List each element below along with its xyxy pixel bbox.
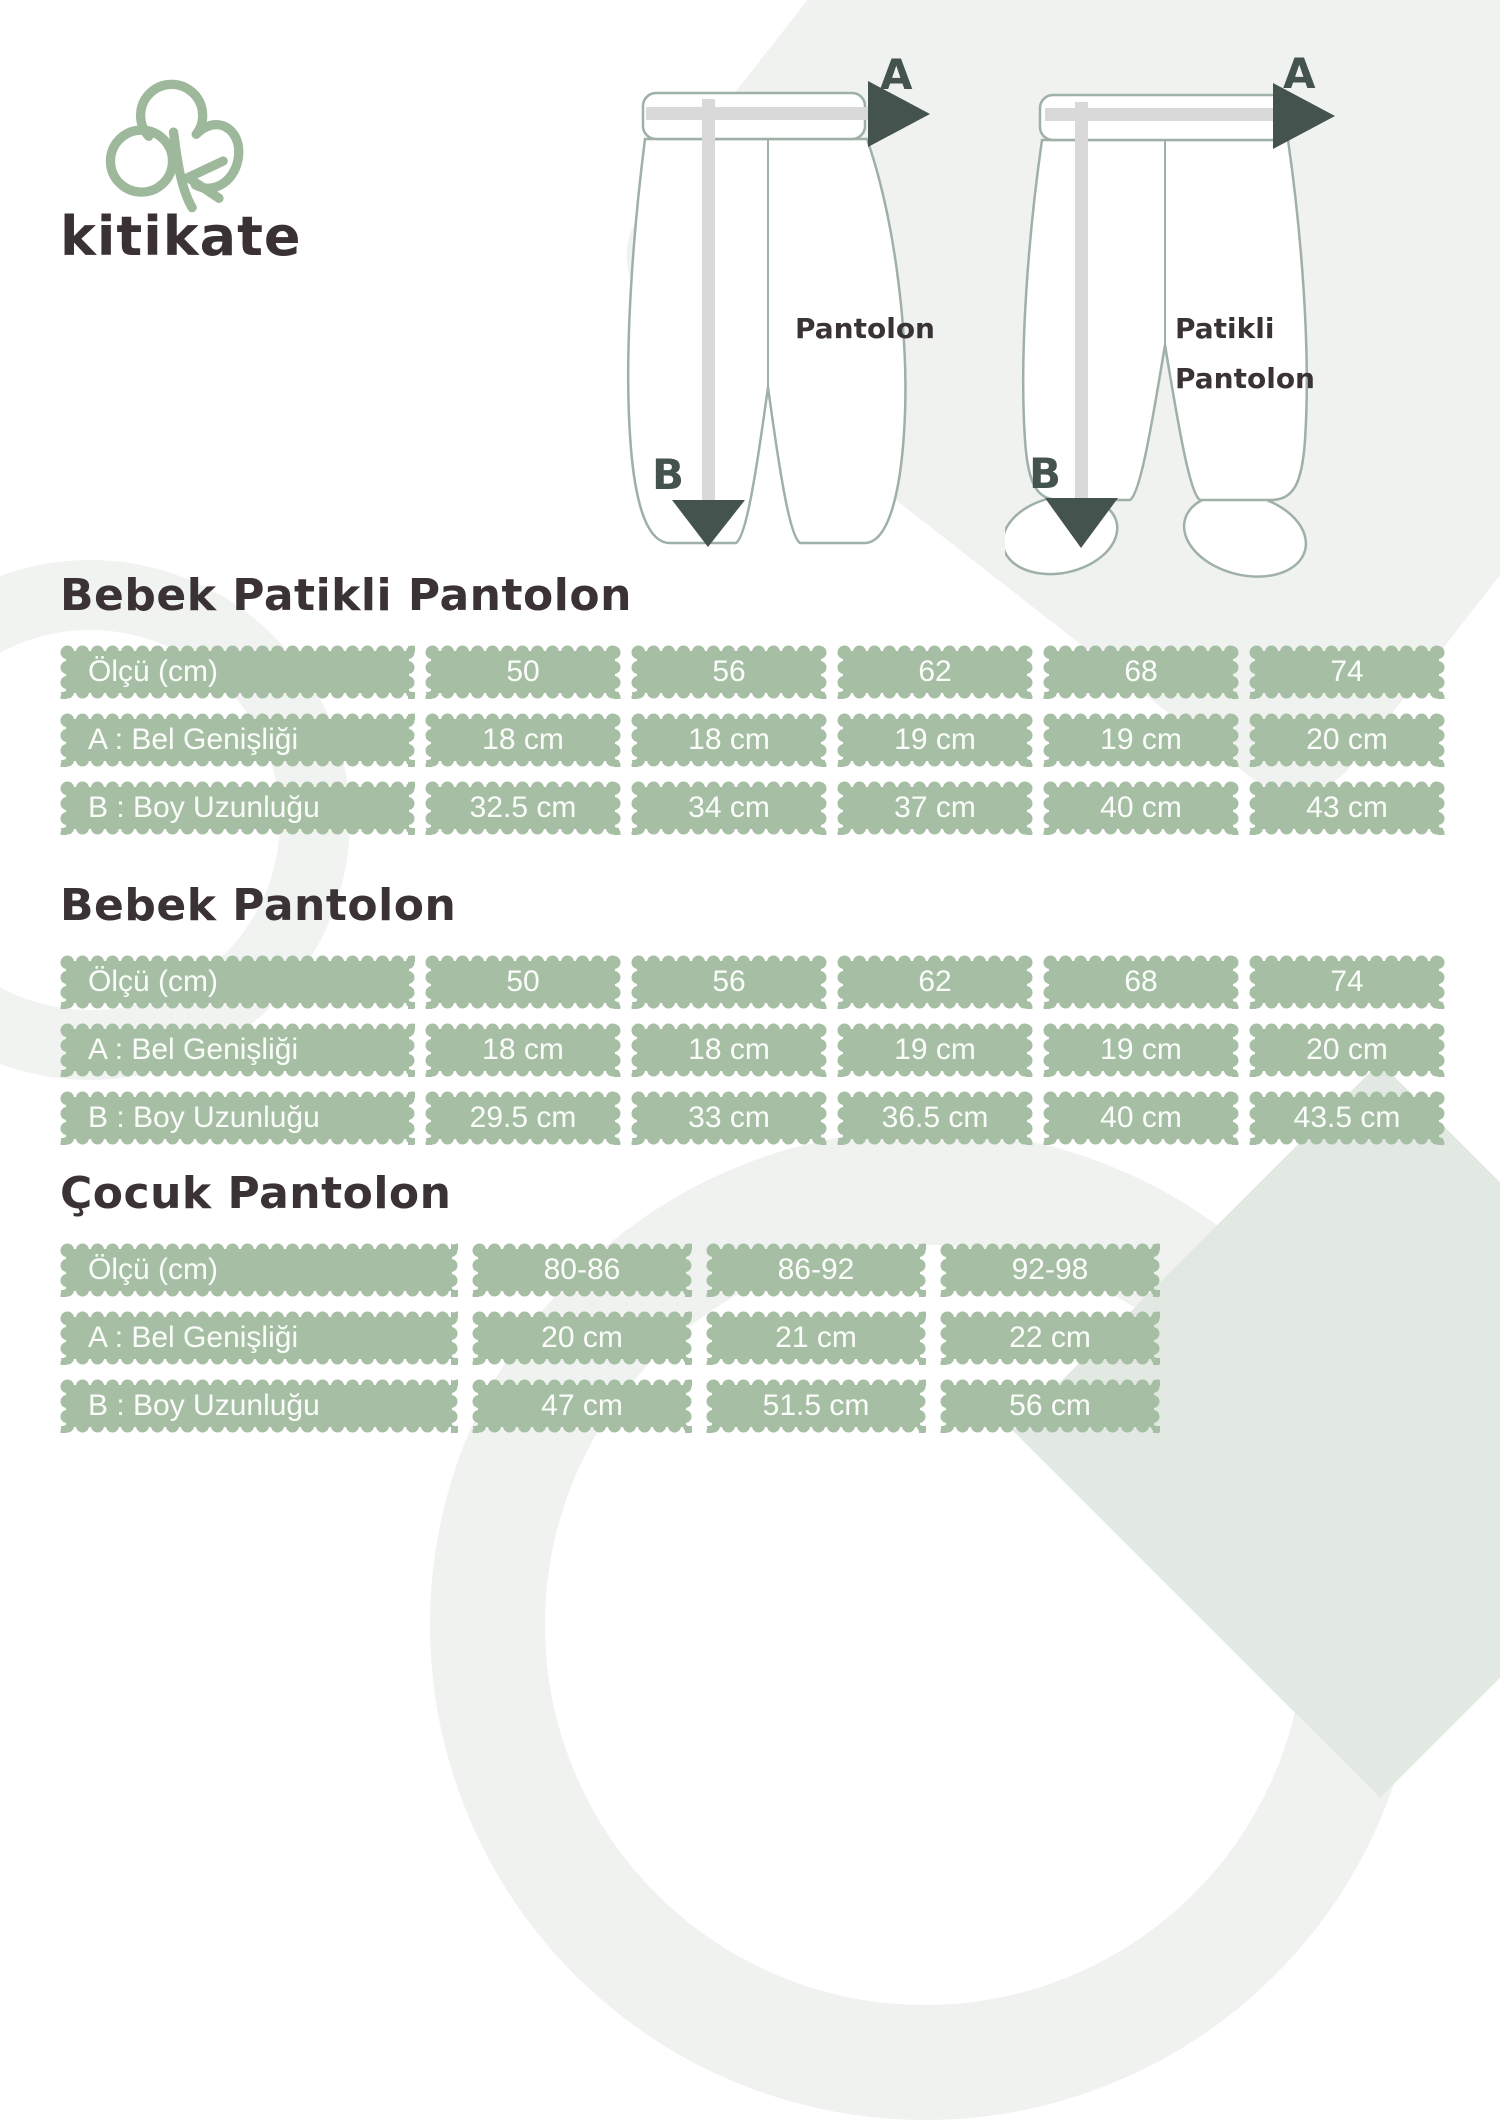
- value-cell: 19 cm: [1043, 1023, 1239, 1077]
- row-label-cell: Ölçü (cm): [60, 645, 415, 699]
- value-cell: 18 cm: [631, 713, 827, 767]
- table-row-length: [60, 1091, 1445, 1145]
- value-cell: 19 cm: [1043, 713, 1239, 767]
- size-cell: 62: [837, 955, 1033, 1009]
- value-cell: 37 cm: [837, 781, 1033, 835]
- value-cell: 43.5 cm: [1249, 1091, 1445, 1145]
- value-cell: 19 cm: [837, 1023, 1033, 1077]
- arrow-a-letter: A: [1283, 50, 1316, 98]
- value-cell: 40 cm: [1043, 781, 1239, 835]
- value-cell: 36.5 cm: [837, 1091, 1033, 1145]
- size-cell: 68: [1043, 645, 1239, 699]
- size-cell: 92-98: [940, 1243, 1160, 1297]
- arrow-a-shaft: [646, 107, 870, 120]
- size-cell: 86-92: [706, 1243, 926, 1297]
- value-cell: 18 cm: [631, 1023, 827, 1077]
- size-cell: 56: [631, 955, 827, 1009]
- table-title: Çocuk Pantolon: [60, 1168, 452, 1219]
- row-label-cell: B : Boy Uzunluğu: [60, 1091, 415, 1145]
- row-label-cell: Ölçü (cm): [60, 1243, 458, 1297]
- value-cell: 20 cm: [1249, 713, 1445, 767]
- size-table-cocuk-pantolon: [60, 1168, 1160, 1447]
- value-cell: 34 cm: [631, 781, 827, 835]
- table-row-waist: [60, 713, 1445, 767]
- table-row-length: [60, 781, 1445, 835]
- value-cell: 43 cm: [1249, 781, 1445, 835]
- value-cell: 21 cm: [706, 1311, 926, 1365]
- value-cell: 22 cm: [940, 1311, 1160, 1365]
- value-cell: 32.5 cm: [425, 781, 621, 835]
- cotton-flower-logo-icon: [95, 70, 250, 215]
- value-cell: 33 cm: [631, 1091, 827, 1145]
- patikli-pantolon-diagram: [1005, 50, 1355, 605]
- logo-k-notch: [188, 161, 223, 198]
- size-cell: 68: [1043, 955, 1239, 1009]
- value-cell: 51.5 cm: [706, 1379, 926, 1433]
- table-row-sizes: [60, 1243, 1160, 1297]
- value-cell: 18 cm: [425, 713, 621, 767]
- arrow-b-letter: B: [1029, 449, 1062, 498]
- table-row-sizes: [60, 955, 1445, 1009]
- size-table-bebek-pantolon: [60, 880, 1445, 1159]
- size-cell: 50: [425, 645, 621, 699]
- table-row-waist: [60, 1311, 1160, 1365]
- size-table-bebek-patikli-pantolon: [60, 570, 1445, 849]
- arrow-b-shaft: [1075, 102, 1088, 498]
- value-cell: 20 cm: [1249, 1023, 1445, 1077]
- row-label-cell: Ölçü (cm): [60, 955, 415, 1009]
- row-label-cell: A : Bel Genişliği: [60, 713, 415, 767]
- size-cell: 74: [1249, 645, 1445, 699]
- value-cell: 29.5 cm: [425, 1091, 621, 1145]
- table-row-waist: [60, 1023, 1445, 1077]
- value-cell: 40 cm: [1043, 1091, 1239, 1145]
- row-label-cell: B : Boy Uzunluğu: [60, 781, 415, 835]
- arrow-a-letter: A: [880, 55, 913, 99]
- pantolon-diagram: [618, 55, 963, 560]
- table-row-sizes: [60, 645, 1445, 699]
- diagram-label-line1: Patikli: [1175, 312, 1275, 345]
- value-cell: 47 cm: [472, 1379, 692, 1433]
- brand-wordmark: kitikate: [60, 205, 302, 268]
- diagram-label: Pantolon: [795, 312, 935, 345]
- size-cell: 50: [425, 955, 621, 1009]
- row-label-cell: B : Boy Uzunluğu: [60, 1379, 458, 1433]
- value-cell: 56 cm: [940, 1379, 1160, 1433]
- row-label-cell: A : Bel Genişliği: [60, 1311, 458, 1365]
- size-cell: 56: [631, 645, 827, 699]
- arrow-b-letter: B: [652, 450, 685, 499]
- logo-left-circle: [111, 130, 173, 192]
- value-cell: 18 cm: [425, 1023, 621, 1077]
- table-title: Bebek Pantolon: [60, 880, 457, 931]
- size-cell: 80-86: [472, 1243, 692, 1297]
- size-cell: 62: [837, 645, 1033, 699]
- table-title: Bebek Patikli Pantolon: [60, 570, 632, 621]
- table-row-length: [60, 1379, 1160, 1433]
- value-cell: 20 cm: [472, 1311, 692, 1365]
- row-label-cell: A : Bel Genişliği: [60, 1023, 415, 1077]
- value-cell: 19 cm: [837, 713, 1033, 767]
- diagram-label-line2: Pantolon: [1175, 362, 1315, 395]
- arrow-b-shaft: [702, 99, 715, 500]
- size-cell: 74: [1249, 955, 1445, 1009]
- logo-right-lobe: [195, 125, 239, 189]
- logo-k-stem: [174, 132, 193, 207]
